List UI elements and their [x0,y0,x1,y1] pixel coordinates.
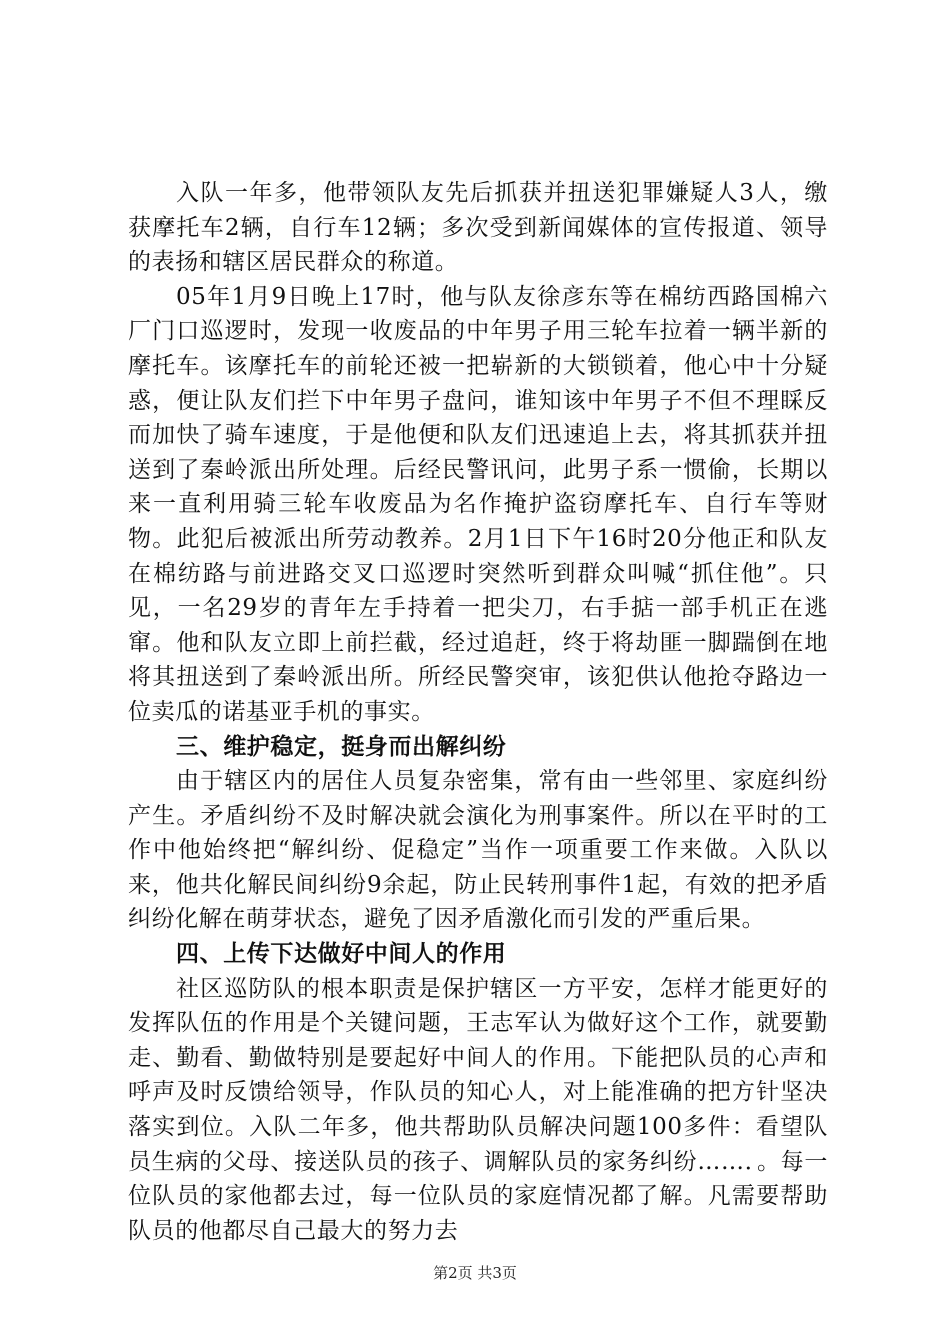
paragraph-intermediary-role: 社区巡防队的根本职责是保护辖区一方平安，怎样才能更好的发挥队伍的作用是个关键问题，王志军认为做好这个工作，就要勤走、勤看、勤做特别是要起好中间人的作用。下能把队员的心声和呼声及时反馈给领导，作队员的知心人，对上能准确的把方针坚决落实到位。入队二年多，他共帮助队员解决问题100多件：看望队员生病的父母、接送队员的孩子、调解队员的家务纠纷……．。每一位队员的家他都去过，每一位队员的家庭情况都了解。凡需要帮助队员的他都尽自己最大的努力去 [128,975,828,1244]
paragraph-dispute-resolution: 由于辖区内的居住人员复杂密集，常有由一些邻里、家庭纠纷产生。矛盾纠纷不及时解决就会演化为刑事案件。所以在平时的工作中他始终把“解纠纷、促稳定”当作一项重要工作来做。入队以来，他共化解民间纠纷9余起，防止民转刑事件1起，有效的把矛盾纠纷化解在萌芽状态，避免了因矛盾激化而引发的严重后果。 [128,768,828,933]
document-body [128,176,828,1248]
page-number-footer: 第2页 共3页 [433,1264,517,1282]
section-heading-three: 三、维护稳定，挺身而出解纠纷 [176,733,507,760]
section-heading-four: 四、上传下达做好中间人的作用 [176,941,507,968]
paragraph-arrest-incidents: 05年1月9日晚上17时，他与队友徐彦东等在棉纺西路国棉六厂门口巡逻时，发现一收废品的中年男子用三轮车拉着一辆半新的摩托车。该摩托车的前轮还被一把崭新的大锁锁着，他心中十分疑惑，便让队友们拦下中年男子盘问，谁知该中年男子不但不理睬反而加快了骑车速度，于是他便和队友们迅速追上去，将其抓获并扭送到了秦岭派出所处理。后经民警讯问，此男子系一惯偷，长期以来一直利用骑三轮车收废品为名作掩护盗窃摩托车、自行车等财物。此犯后被派出所劳动教养。2月1日下午16时20分他正和队友在棉纺路与前进路交叉口巡逻时突然听到群众叫喊“抓住他”。只见，一名29岁的青年左手持着一把尖刀，右手掂一部手机正在逃窜。他和队友立即上前拦截，经过追赶，终于将劫匪一脚踹倒在地将其扭送到了秦岭派出所。所经民警突审，该犯供认他抢夺路边一位卖瓜的诺基亚手机的事实。 [128,283,828,725]
paragraph-achievements-summary: 入队一年多，他带领队友先后抓获并扭送犯罪嫌疑人3人，缴获摩托车2辆，自行车12辆；多次受到新闻媒体的宣传报道、领导的表扬和辖区居民群众的称道。 [128,180,828,276]
